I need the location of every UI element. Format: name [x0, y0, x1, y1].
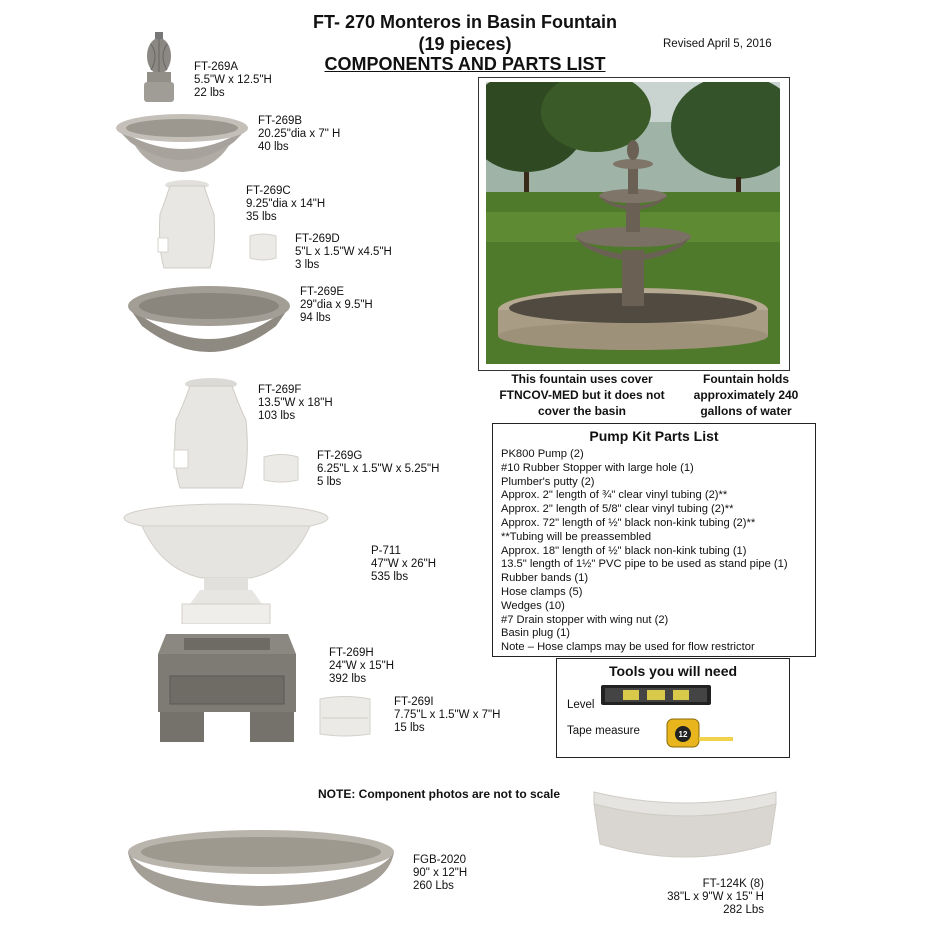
document-subtitle: COMPONENTS AND PARTS LIST — [324, 54, 606, 74]
part-fgb2020: FGB-2020 90" x 12"H 260 Lbs — [413, 854, 468, 892]
finial-image — [138, 30, 180, 104]
revised-date: Revised April 5, 2016 — [663, 38, 772, 50]
pedestal-bowl-image — [122, 500, 330, 624]
fountain-photo — [486, 82, 780, 364]
medium-bowl-image — [126, 282, 292, 360]
square-base-image — [156, 632, 298, 744]
small-bowl-image — [114, 112, 250, 174]
small-block-image — [248, 232, 278, 262]
tools-title: Tools you will need — [608, 663, 738, 679]
list-item: 13.5" length of 1½" PVC pipe to be used as stand pipe (1) — [501, 558, 788, 571]
list-item: Approx. 2" length of ¾" clear vinyl tubing (2)** — [501, 489, 728, 502]
part-p711: P-711 47"W x 26"H 535 lbs — [371, 545, 437, 583]
cover-caption: This fountain uses cover FTNCOV-MED but it does not cover the basin — [499, 372, 665, 418]
list-item: Approx. 72" length of ½" black non-kink tubing (2)** — [501, 516, 756, 529]
list-item: Hose clamps (5) — [501, 585, 583, 598]
list-item: Rubber bands (1) — [501, 572, 589, 585]
tape-label: Tape measure — [567, 725, 640, 737]
part-ft269g: FT-269G 6.25"L x 1.5"W x 5.25"H 5 lbs — [317, 450, 440, 488]
pump-kit-box — [492, 423, 816, 657]
part-ft124k: FT-124K (8) 38"L x 9"W x 15" H 282 Lbs — [667, 878, 764, 916]
list-item: Wedges (10) — [501, 599, 565, 612]
large-basin-image — [126, 822, 396, 910]
list-item: Basin plug (1) — [501, 627, 571, 640]
pump-kit-title: Pump Kit Parts List — [589, 428, 719, 444]
tape-number: 12 — [678, 730, 688, 739]
part-ft269b: FT-269B 20.25"dia x 7" H 40 lbs — [258, 115, 341, 153]
part-ft269e: FT-269E 29"dia x 9.5"H 94 lbs — [300, 286, 373, 324]
pump-kit-list — [501, 448, 807, 655]
list-item: **Tubing will be preassembled — [501, 530, 652, 543]
fountain-photo-frame — [478, 77, 790, 371]
capacity-caption: Fountain holds approximately 240 gallons of water — [693, 372, 799, 418]
list-item: Approx. 18" length of ½" black non-kink tubing (1) — [501, 544, 747, 557]
list-item: Note – Hose clamps may be used for flow restrictor — [501, 641, 755, 654]
document-title: FT- 270 Monteros in Basin Fountain — [312, 12, 618, 32]
part-ft269a: FT-269A 5.5"W x 12.5"H 22 lbs — [194, 61, 272, 99]
part-ft269i: FT-269I 7.75"L x 1.5"W x 7"H 15 lbs — [394, 696, 501, 734]
medium-block-image — [262, 452, 300, 484]
small-urn-image — [156, 178, 218, 270]
large-urn-image — [172, 376, 250, 490]
pieces-count: (19 pieces) — [418, 34, 512, 54]
list-item: Plumber's putty (2) — [501, 475, 595, 488]
level-icon — [601, 683, 711, 707]
tape-measure-icon — [665, 717, 735, 751]
curved-coping-image — [592, 784, 778, 868]
part-ft269h: FT-269H 24"W x 15"H 392 lbs — [329, 647, 395, 685]
large-block-image — [318, 694, 372, 738]
list-item: #10 Rubber Stopper with large hole (1) — [501, 461, 694, 474]
tools-box — [556, 658, 790, 758]
part-ft269c: FT-269C 9.25"dia x 14"H 35 lbs — [246, 185, 326, 223]
list-item: Approx. 2" length of 5/8" clear vinyl tubing (2)** — [501, 503, 734, 516]
part-ft269d: FT-269D 5"L x 1.5"W x4.5"H 3 lbs — [295, 233, 392, 271]
list-item: #7 Drain stopper with wing nut (2) — [501, 613, 669, 626]
part-ft269f: FT-269F 13.5"W x 18"H 103 lbs — [258, 384, 333, 422]
level-label: Level — [567, 699, 595, 711]
scale-note: NOTE: Component photos are not to scale — [318, 787, 561, 801]
list-item: PK800 Pump (2) — [501, 448, 584, 460]
